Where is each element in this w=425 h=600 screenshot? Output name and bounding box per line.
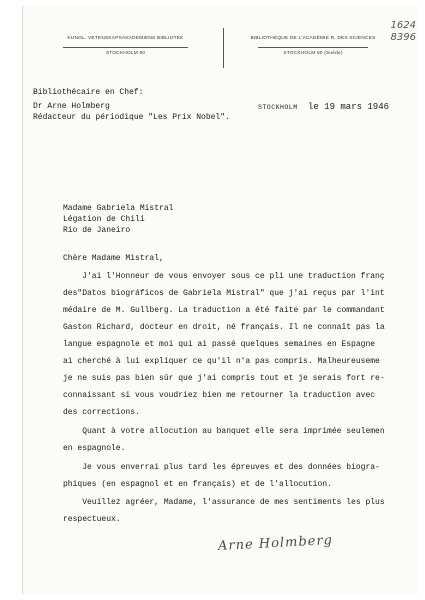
catalog-number-line1: 1624 <box>390 20 416 31</box>
body-line: des corrections. <box>63 408 140 417</box>
body-line: des"Datos biográficos de Gabriela Mistral" que j'ai reçus par l'int <box>63 289 385 298</box>
body-line: Gaston Richard, docteur en droit, né français. Il ne connaît pas la <box>63 323 385 332</box>
body-line: Veuillez agréer, Madame, l'assurance de mes sentiments les plus <box>63 498 385 507</box>
sender-name: Dr Arne Holmberg <box>33 102 110 111</box>
body-line: Quant à votre allocution au banquet elle sera imprimée seulemen <box>63 427 385 436</box>
dateline-date: le 19 mars 1946 <box>308 102 390 112</box>
body-line: médaire de M. Gullberg. La traduction a été faite par le commandant <box>63 306 385 315</box>
body-line: ai cherché à lui expliquer ce qu'il n'a pas compris. Malheureuseme <box>63 357 380 366</box>
catalog-number-line2: 8396 <box>390 32 416 43</box>
letter-page <box>22 6 418 594</box>
letterhead-left-name: KUNGL. VETENSKAPSAKADEMIENS BIBLIOTEK <box>67 36 184 41</box>
letterhead-divider <box>223 28 224 68</box>
letterhead-right-name: BIBLIOTHÈQUE DE L'ACADÉMIE R. DES SCIENCES <box>250 36 376 41</box>
letterhead-right-rule <box>258 47 368 48</box>
letterhead-left-city: STOCKHOLM 50 <box>105 51 146 56</box>
body-line: en espagnole. <box>63 444 126 453</box>
signature: Arne Holmberg <box>217 533 334 554</box>
body-line: je ne suis pas bien sûr que j'ai compris tout et je serais fort re- <box>63 374 385 383</box>
letterhead-left-rule <box>63 47 188 48</box>
handwritten-catalog-number <box>391 20 416 44</box>
dateline-place: STOCKHOLM <box>258 104 298 111</box>
recipient-name: Madame Gabriela Mistral <box>63 204 174 213</box>
recipient-legation: Légation de Chili <box>63 215 145 224</box>
body-line: respectueux. <box>63 515 121 524</box>
body-line: connaissant si vous voudriez bien me retourner la traduction avec <box>63 391 376 400</box>
body-line: J'ai l'Honneur de vous envoyer sous ce pli une traduction franç <box>63 272 385 281</box>
body-line: Je vous enverrai plus tard les épreuves et des données biogra- <box>63 463 380 472</box>
recipient-city: Rio de Janeiro <box>63 226 131 235</box>
letterhead-right-city: STOCKHOLM 50 (Suède) <box>283 51 343 56</box>
salutation: Chère Madame Mistral, <box>63 254 164 263</box>
sender-title: Bibliothécaire en Chef: <box>33 88 144 97</box>
body-line: phiques (en espagnol et en français) et de l'allocution. <box>63 480 332 489</box>
body-line: langue espagnole et moi qui ai passé quelques semaines en Espagne <box>63 340 376 349</box>
sender-role: Rédacteur du périodique "Les Prix Nobel". <box>33 113 230 122</box>
